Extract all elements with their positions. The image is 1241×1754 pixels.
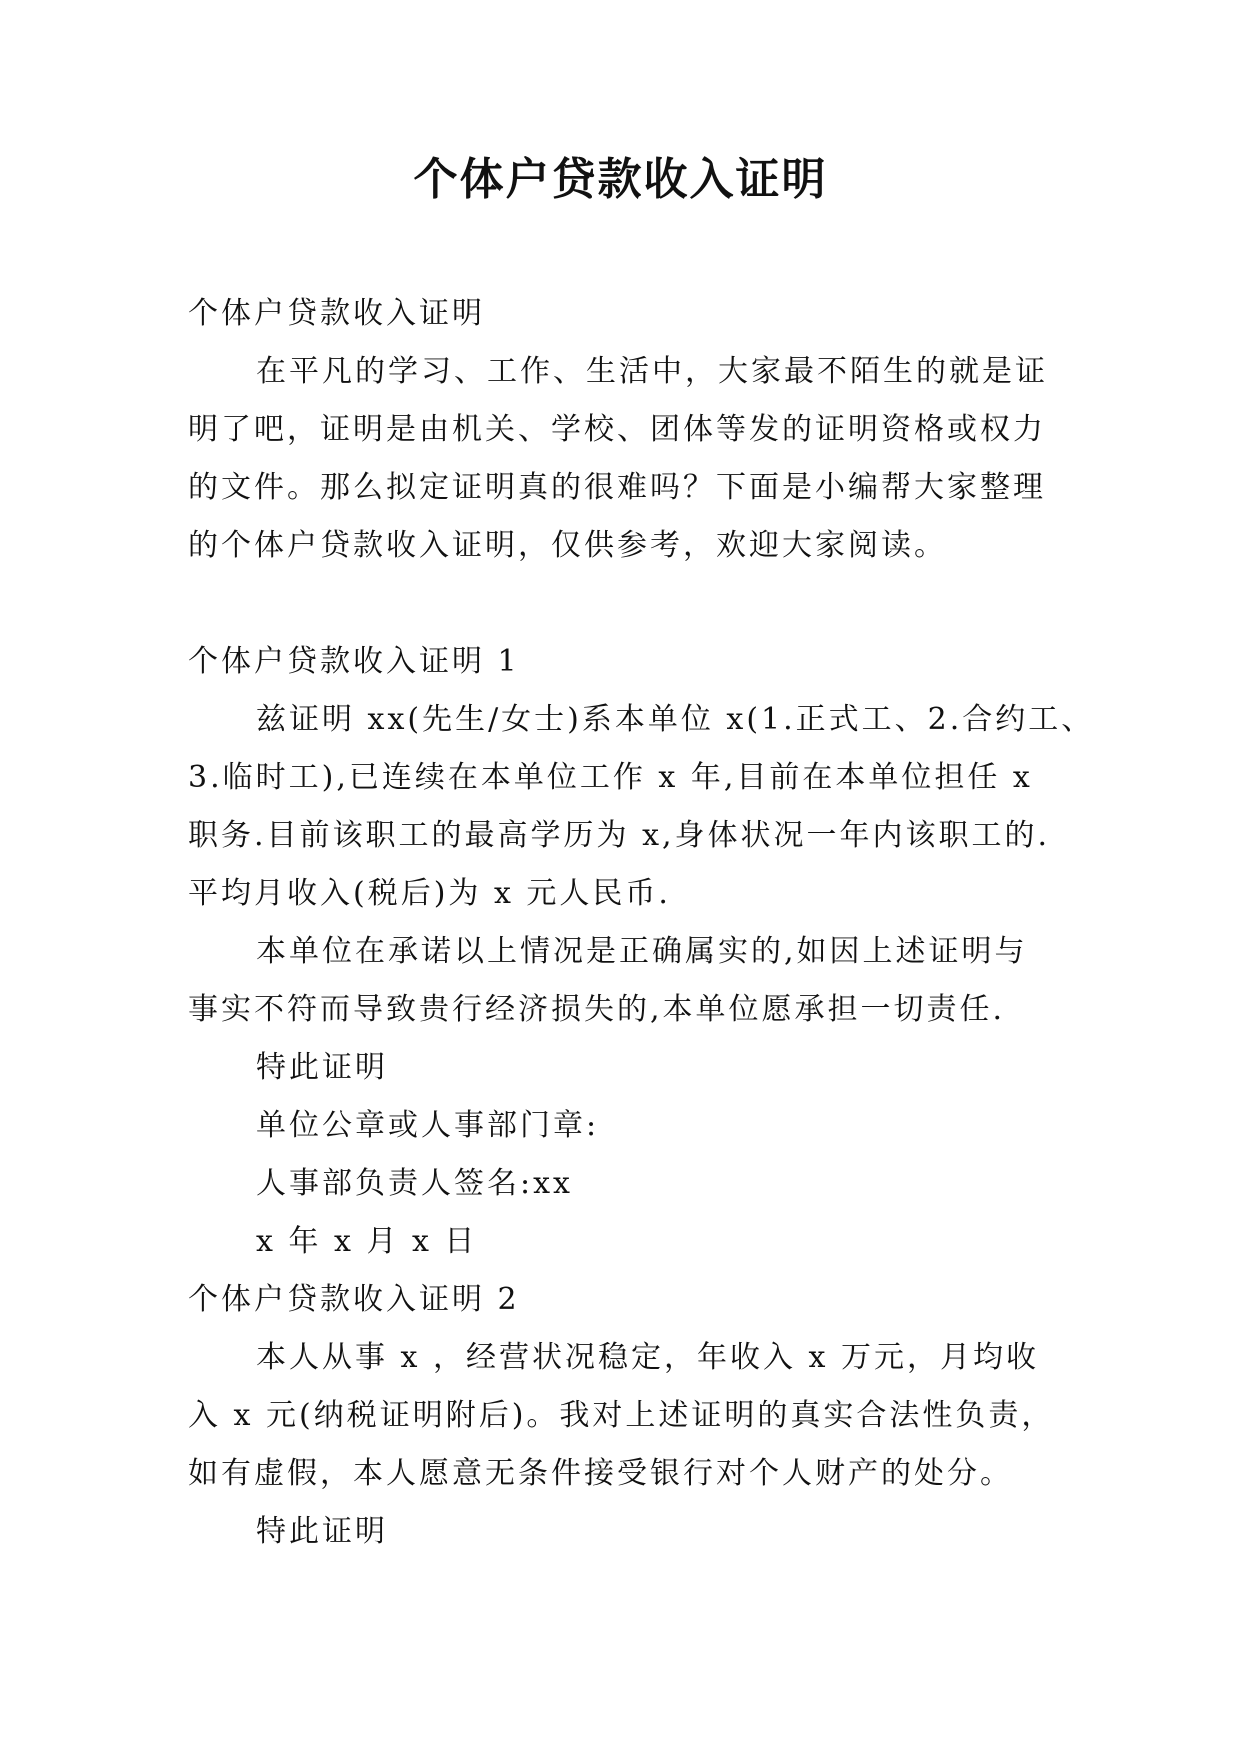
intro-paragraph-line: 的文件。那么拟定证明真的很难吗？下面是小编帮大家整理 [188,470,1046,505]
document-title: 个体户贷款收入证明 [413,154,828,205]
intro-paragraph-line: 在平凡的学习、工作、生活中，大家最不陌生的就是证 [256,354,1048,389]
intro-paragraph [188,343,1058,575]
section2-paragraph1 [188,1329,1058,1503]
intro-paragraph-line: 的个体户贷款收入证明，仅供参考，欢迎大家阅读。 [188,528,947,563]
section1-closing: 特此证明 [256,1050,388,1085]
section2-closing: 特此证明 [256,1514,388,1549]
section1-seal-line: 单位公章或人事部门章: [256,1108,600,1143]
intro-heading: 个体户贷款收入证明 [188,296,485,331]
section2-paragraph1-line: 入 x 元(纳税证明附后)。我对上述证明的真实合法性负责， [188,1398,1055,1433]
section1-date-line: x 年 x 月 x 日 [256,1224,478,1259]
section1-paragraph1-line: 职务.目前该职工的最高学历为 x,身体状况一年内该职工的. [188,818,1051,853]
section1-paragraph1 [188,691,1095,923]
section2-paragraph1-line: 本人从事 x ，经营状况稳定，年收入 x 万元，月均收 [256,1340,1039,1375]
section1-paragraph1-line: 平均月收入(税后)为 x 元人民币. [188,876,671,911]
section-spacer [188,575,1058,633]
section1-paragraph2 [188,923,1058,1039]
section1-signature-line: 人事部负责人签名:xx [256,1166,573,1201]
section1-paragraph2-line: 本单位在承诺以上情况是正确属实的,如因上述证明与 [256,934,1028,969]
section1-paragraph1-line: 兹证明 xx(先生/女士)系本单位 x(1.正式工、2.合约工、 [256,702,1095,737]
section1-paragraph1-line: 3.临时工),已连续在本单位工作 x 年,目前在本单位担任 x [188,760,1033,795]
section2-heading: 个体户贷款收入证明 2 [188,1282,520,1317]
document-body [188,285,1095,1561]
section1-paragraph2-line: 事实不符而导致贵行经济损失的,本单位愿承担一切责任. [188,992,1006,1027]
section2-paragraph1-line: 如有虚假，本人愿意无条件接受银行对个人财产的处分。 [188,1456,1013,1491]
section1-heading: 个体户贷款收入证明 1 [188,644,520,679]
intro-paragraph-line: 明了吧，证明是由机关、学校、团体等发的证明资格或权力 [188,412,1046,447]
